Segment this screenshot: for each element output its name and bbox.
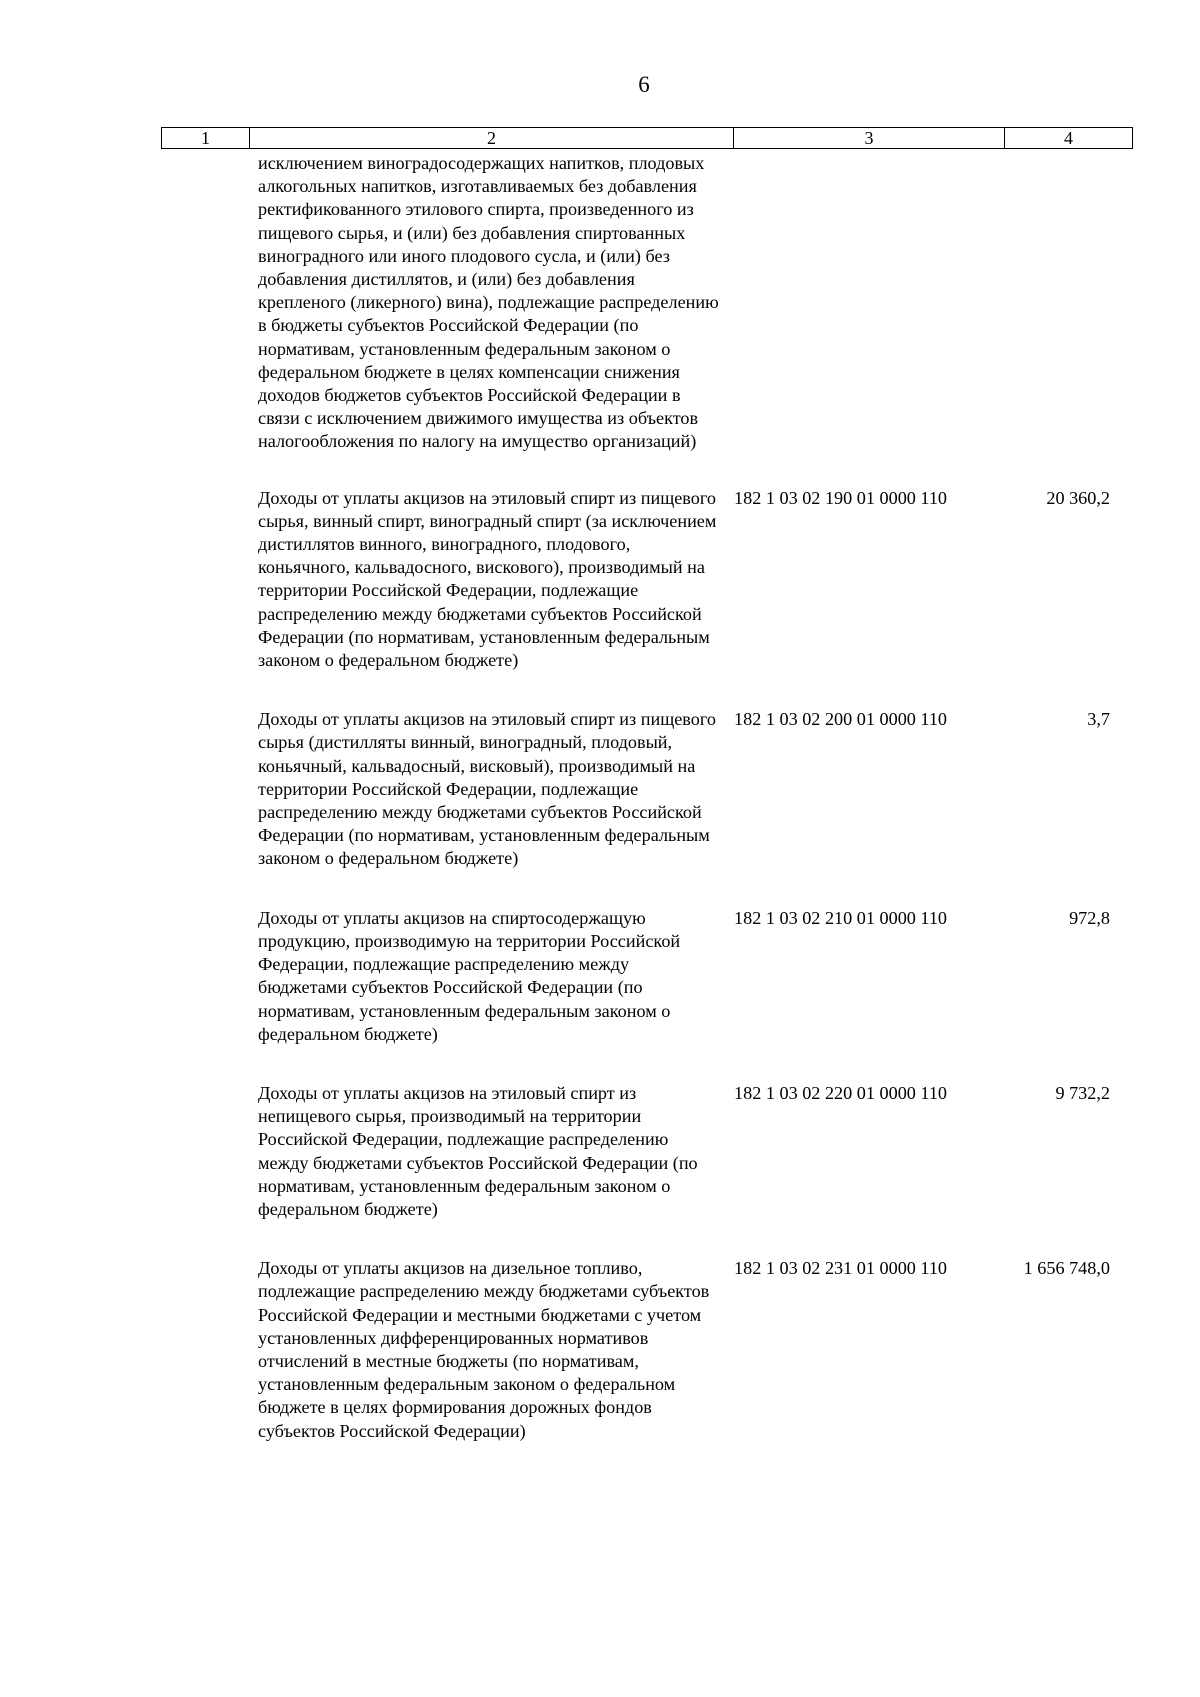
table-row [258,708,1128,870]
row-amount: 1 656 748,0 [1023,1258,1110,1279]
column-header-2: 2 [250,128,734,149]
table-body [258,152,1128,1443]
table-row [258,487,1128,673]
row-amount: 9 732,2 [1055,1082,1110,1103]
row-description: Доходы от уплаты акцизов на спиртосодержащую продукцию, производимую на территории Российской Федерации, подлежащие распределению между бюджетами субъектов Российской Федерации (по нормативам, установленным федеральным законом о федеральном бюджете) [258,907,681,1044]
page-number: 6 [638,72,650,97]
row-description: Доходы от уплаты акцизов на этиловый спирт из пищевого сырья (дистилляты винный, виноградный, плодовый, коньячный, кальвадосный, висковый), производимый на территории Российской Федерации, подлежащие распределению между бюджетами субъектов Российской Федерации (по нормативам, установленным федеральным законом о федеральном бюджете) [258,709,716,869]
table-row [258,907,1128,1046]
row-code: 182 1 03 02 210 01 0000 110 [734,907,948,928]
row-code: 182 1 03 02 200 01 0000 110 [734,709,948,730]
row-description: Доходы от уплаты акцизов на дизельное топливо, подлежащие распределению между бюджетами субъектов Российской Федерации и местными бюджетами с учетом установленных дифференцированных нормативов отчислений в местные бюджеты (по нормативам, установленным федеральным законом о федеральном бюджете в целях формирования дорожных фондов субъектов Российской Федерации) [258,1258,710,1441]
row-code: 182 1 03 02 231 01 0000 110 [734,1258,948,1279]
row-amount: 20 360,2 [1046,487,1110,508]
column-header-3: 3 [734,128,1005,149]
row-amount: 972,8 [1069,907,1110,928]
row-description: Доходы от уплаты акцизов на этиловый спирт из пищевого сырья, винный спирт, виноградный спирт (за исключением дистиллятов винного, виноградного, плодового, коньячного, кальвадосного, вискового), производимый на территории Российской Федерации, подлежащие распределению между бюджетами субъектов Российской Федерации (по нормативам, установленным федеральным законом о федеральном бюджете) [258,487,717,671]
table-row [258,1082,1128,1221]
column-header-4: 4 [1005,128,1133,149]
table-header [161,127,1133,149]
row-code: 182 1 03 02 220 01 0000 110 [734,1082,948,1103]
table-row [258,1257,1128,1443]
table-row [258,152,1128,454]
row-description: исключением виноградосодержащих напитков, плодовых алкогольных напитков, изготавливаемых без добавления ректификованного этилового спирта, произведенного из пищевого сырья, и (или) без добавления спиртованных виноградного или иного плодового сусла, и (или) без добавления дистиллятов, и (или) без добавления крепленого (ликерного) вина), подлежащие распределению в бюджеты субъектов Российской Федерации (по нормативам, установленным федеральным законом о федеральном бюджете в целях компенсации снижения доходов бюджетов субъектов Российской Федерации в связи с исключением движимого имущества из объектов налогообложения по налогу на имущество организаций) [258,153,719,452]
row-amount: 3,7 [1087,709,1110,730]
column-header-1: 1 [162,128,250,149]
row-description: Доходы от уплаты акцизов на этиловый спирт из непищевого сырья, производимый на территории Российской Федерации, подлежащие распределению между бюджетами субъектов Российской Федерации (по нормативам, установленным федеральным законом о федеральном бюджете) [258,1082,698,1219]
row-code: 182 1 03 02 190 01 0000 110 [734,487,948,508]
